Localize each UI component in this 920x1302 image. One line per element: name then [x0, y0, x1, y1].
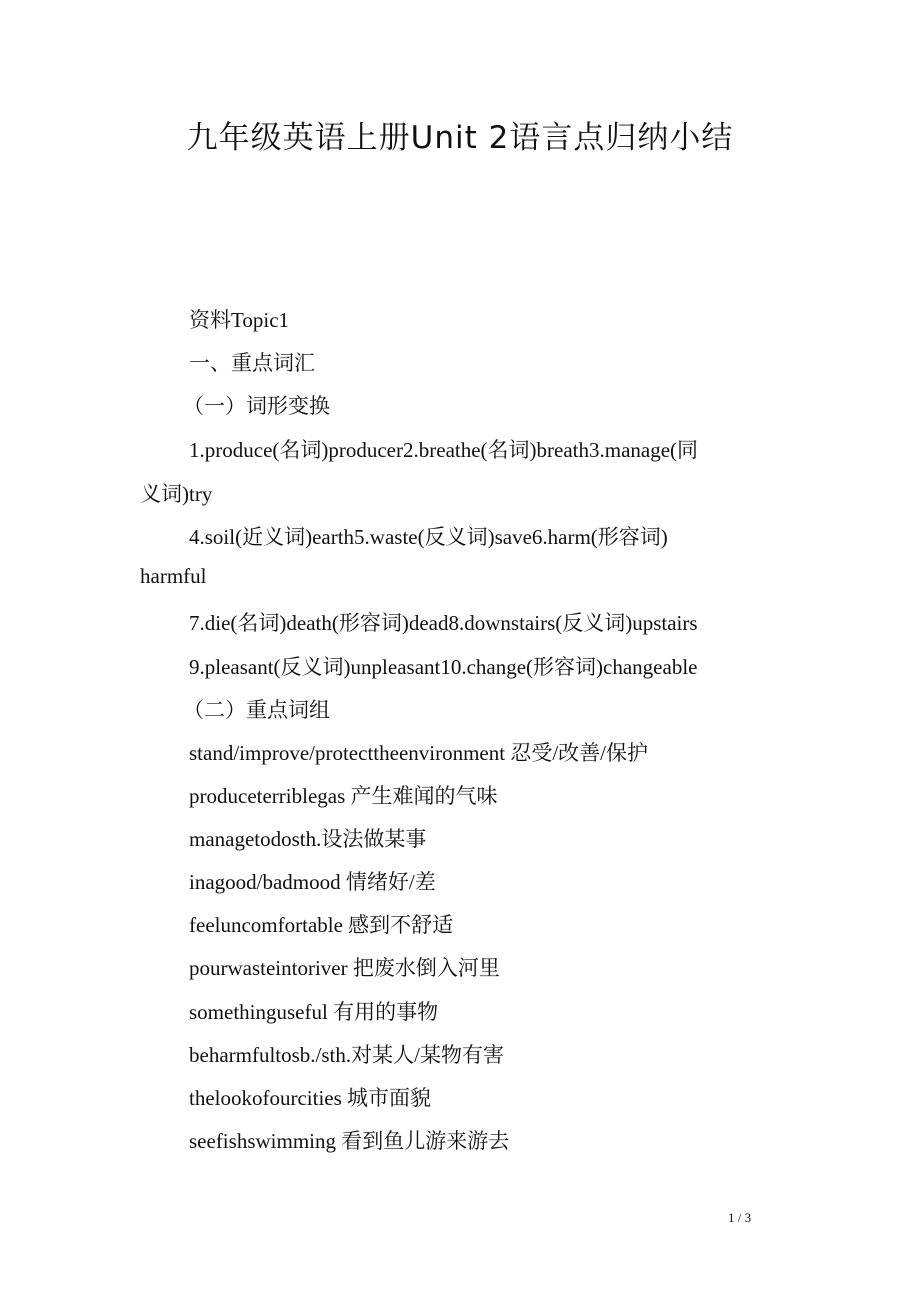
phrase-item: thelookofourcities 城市面貌 [189, 1086, 432, 1110]
phrase-item: somethinguseful 有用的事物 [189, 1000, 439, 1024]
word-forms-line-2: 4.soil(近义词)earth5.waste(反义词)save6.harm(形容词) [189, 525, 668, 549]
word-forms-line-1-cont: 义词)try [140, 482, 213, 506]
subheading-key-phrases: （二）重点词组 [183, 698, 330, 722]
phrase-item: pourwasteintoriver 把废水倒入河里 [189, 956, 500, 980]
phrase-item: seefishswimming 看到鱼儿游来游去 [189, 1129, 510, 1153]
page-indicator: 1 / 3 [728, 1210, 752, 1225]
phrase-item: managetodosth.设法做某事 [189, 827, 427, 851]
section-label: 资料Topic1 [189, 308, 290, 332]
heading-key-vocabulary: 一、重点词汇 [189, 351, 315, 375]
phrase-item: beharmfultosb./sth.对某人/某物有害 [189, 1043, 504, 1067]
document-title: 九年级英语上册Unit 2语言点归纳小结 [186, 120, 734, 156]
word-forms-line-2-cont: harmful [140, 564, 207, 588]
word-forms-line-1: 1.produce(名词)producer2.breathe(名词)breath3.manage(同 [189, 438, 699, 462]
word-forms-line-4: 9.pleasant(反义词)unpleasant10.change(形容词)changeable [189, 655, 698, 679]
phrase-item: feeluncomfortable 感到不舒适 [189, 913, 454, 937]
subheading-word-forms: （一）词形变换 [183, 394, 330, 418]
phrase-item: inagood/badmood 情绪好/差 [189, 870, 436, 894]
phrase-item: stand/improve/protecttheenvironment 忍受/改善/保护 [189, 741, 648, 765]
phrase-item: produceterriblegas 产生难闻的气味 [189, 784, 498, 808]
word-forms-line-3: 7.die(名词)death(形容词)dead8.downstairs(反义词)upstairs [189, 611, 698, 635]
